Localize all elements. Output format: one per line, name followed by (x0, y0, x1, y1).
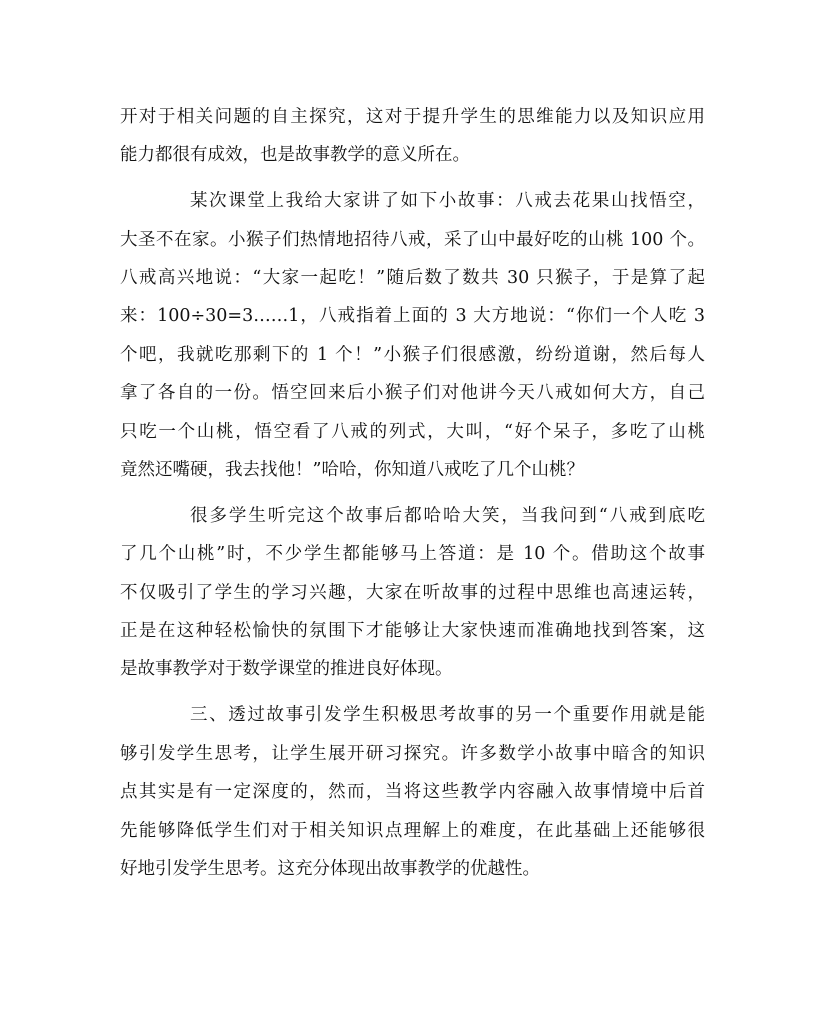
text-line: 够引发学生思考，让学生展开研习探究。许多数学小故事中暗含的知识 (120, 743, 705, 764)
document-body (120, 98, 705, 888)
text-line: 很多学生听完这个故事后都哈哈大笑，当我问到“八戒到底吃 (190, 505, 705, 526)
paragraph (120, 497, 705, 689)
paragraph (120, 182, 705, 489)
text-line: 不仅吸引了学生的学习兴趣，大家在听故事的过程中思维也高速运转， (120, 582, 705, 603)
text-line: 八戒高兴地说：“大家一起吃！”随后数了数共 30 只猴子，于是算了起 (120, 268, 705, 289)
paragraph (120, 696, 705, 888)
text-line: 来：100÷30=3……1，八戒指着上面的 3 大方地说：“你们一个人吃 3 (120, 306, 705, 327)
text-line: 大圣不在家。小猴子们热情地招待八戒，采了山中最好吃的山桃 100 个。 (120, 229, 705, 250)
text-line: 个吧，我就吃那剩下的 1 个！”小猴子们很感激，纷纷道谢，然后每人 (120, 344, 705, 365)
text-line: 拿了各自的一份。悟空回来后小猴子们对他讲今天八戒如何大方，自己 (120, 383, 705, 404)
paragraph (120, 98, 705, 175)
text-line: 正是在这种轻松愉快的氛围下才能够让大家快速而准确地找到答案，这 (120, 621, 705, 642)
text-line: 了几个山桃”时，不少学生都能够马上答道：是 10 个。借助这个故事 (120, 544, 705, 565)
text-line: 三、透过故事引发学生积极思考故事的另一个重要作用就是能 (190, 705, 705, 726)
text-line: 竟然还嘴硬，我去找他！”哈哈，你知道八戒吃了几个山桃？ (120, 460, 584, 481)
text-line: 点其实是有一定深度的，然而，当将这些教学内容融入故事情境中后首 (120, 782, 705, 803)
text-line: 是故事教学对于数学课堂的推进良好体现。 (120, 659, 453, 680)
text-line: 只吃一个山桃，悟空看了八戒的列式，大叫，“好个呆子，多吃了山桃 (120, 421, 705, 442)
text-line: 先能够降低学生们对于相关知识点理解上的难度，在此基础上还能够很 (120, 820, 705, 841)
text-line: 好地引发学生思考。这充分体现出故事教学的优越性。 (120, 858, 540, 879)
text-line: 能力都很有成效，也是故事教学的意义所在。 (120, 145, 470, 166)
text-line: 某次课堂上我给大家讲了如下小故事：八戒去花果山找悟空， (190, 191, 705, 212)
text-line: 开对于相关问题的自主探究，这对于提升学生的思维能力以及知识应用 (120, 107, 705, 127)
